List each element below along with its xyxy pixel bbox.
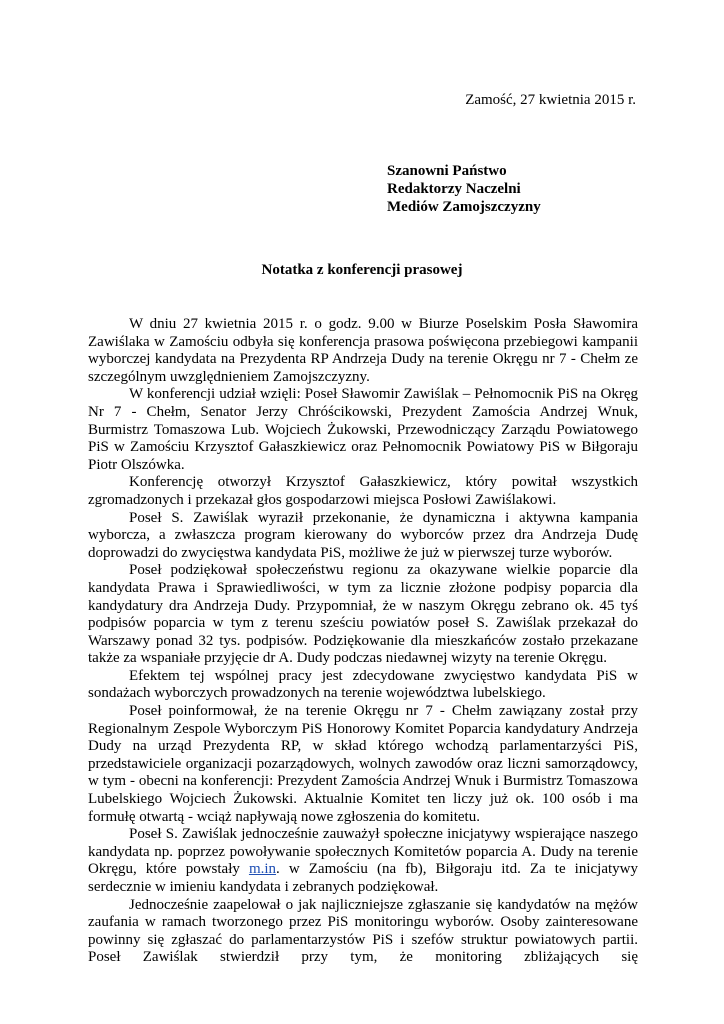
paragraph: Poseł poinformował, że na terenie Okręgu nr 7 - Chełm zawiązany został przy Regionalnym Zespole Wyborczym PiS Honorowy Komitet Poparcia kandydatury Andrzeja Dudy na urząd Prezydenta RP, w skład którego wchodzą parlamentarzyści PiS, przedstawiciele organizacji pozarządowych, wolnych zawodów oraz liczni samorządowcy, w tym - obecni na konferencji: Prezydent Zamościa Andrzej Wnuk i Burmistrz Tomaszowa Lubelskiego Wojciech Żukowski. Aktualnie Komitet ten liczy już ok. 100 osób i ma formułę otwartą - wciąż napływają nowe zgłoszenia do komitetu. [88,703,638,825]
recipient-line: Mediów Zamojszczyzny [387,199,541,215]
paragraph: Konferencję otworzył Krzysztof Gałaszkiewicz, który powitał wszystkich zgromadzonych i przekazał głos gospodarzowi miejsca Posłowi Zawiślakowi. [88,474,638,508]
recipient-line: Szanowni Państwo [387,163,507,179]
recipients-block [387,162,541,216]
paragraph: Jednocześnie zaapelował o jak najliczniejsze zgłaszanie się kandydatów na mężów zaufania w ramach tworzonego przez PiS monitoringu wyborów. Osoby zainteresowane powinny się zgłaszać do parlamentarzystów PiS i szefów struktur powiatowych partii. Poseł Zawiślak stwierdził przy tym, że monitoring zbliżających się [88,896,638,966]
paragraph: Poseł podziękował społeczeństwu regionu za okazywane wielkie poparcie dla kandydata Prawa i Sprawiedliwości, w tym za licznie złożone podpisy poparcia dla kandydatury dra Andrzeja Dudy. Przypomniał, że w naszym Okręgu zebrano ok. 45 tyś podpisów poparcia w tym z terenu sześciu powiatów poseł S. Zawiślak przekazał do Warszawy ponad 32 tys. podpisów. Podziękowanie dla mieszkańców zostało przekazane także za wspaniałe przyjęcie dr A. Dudy podczas niedawnej wizyty na terenie Okręgu. [88,562,638,667]
paragraph: W konferencji udział wzięli: Poseł Sławomir Zawiślak – Pełnomocnik PiS na Okręg Nr 7 - Chełm, Senator Jerzy Chróścikowski, Prezydent Zamościa Andrzej Wnuk, Burmistrz Tomaszowa Lub. Wojciech Żukowski, Przewodniczący Zarządu Powiatowego PiS w Zamościu Krzysztof Gałaszkiewicz oraz Pełnomocnik Powiatowy PiS w Biłgoraju Piotr Olszówka. [88,386,638,473]
paragraph: Poseł S. Zawiślak wyraził przekonanie, że dynamiczna i aktywna kampania wyborcza, a zwłaszcza program kierowany do wyborców przez dra Andrzeja Dudę doprowadzi do zwycięstwa kandydata PiS, możliwe że już w pierwszej turze wyborów. [88,509,638,561]
paragraph: W dniu 27 kwietnia 2015 r. o godz. 9.00 w Biurze Poselskim Posła Sławomira Zawiślaka w Zamościu odbyła się konferencja prasowa poświęcona przebiegowi kampanii wyborczej kandydata na Prezydenta RP Andrzeja Dudy na terenie Okręgu nr 7 - Chełm ze szczególnym uwzględnieniem Zamojszczyzny. [88,316,638,385]
hyperlink[interactable]: m.in [248,861,277,878]
paragraph [88,826,638,896]
date-line: Zamość, 27 kwietnia 2015 r. [465,92,636,108]
document-body [88,316,638,967]
paragraph-text: Poseł S. Zawiślak jednocześnie zauważył społeczne inicjatywy wspierające naszego kandydata np. poprzez powoływanie społecznych Komitetów poparcia A. Dudy na terenie Okręgu, które powstały [88,826,638,878]
paragraph: Efektem tej wspólnej pracy jest zdecydowane zwycięstwo kandydata PiS w sondażach wyborczych prowadzonych na terenie województwa lubelskiego. [88,667,638,702]
document-title: Notatka z konferencji prasowej [261,262,463,278]
paragraph-text: . w Zamościu (na fb), Biłgoraju itd. Za te inicjatywy serdecznie w imieniu kandydata i zebranych podziękował. [88,861,638,895]
recipient-line: Redaktorzy Naczelni [387,181,521,197]
